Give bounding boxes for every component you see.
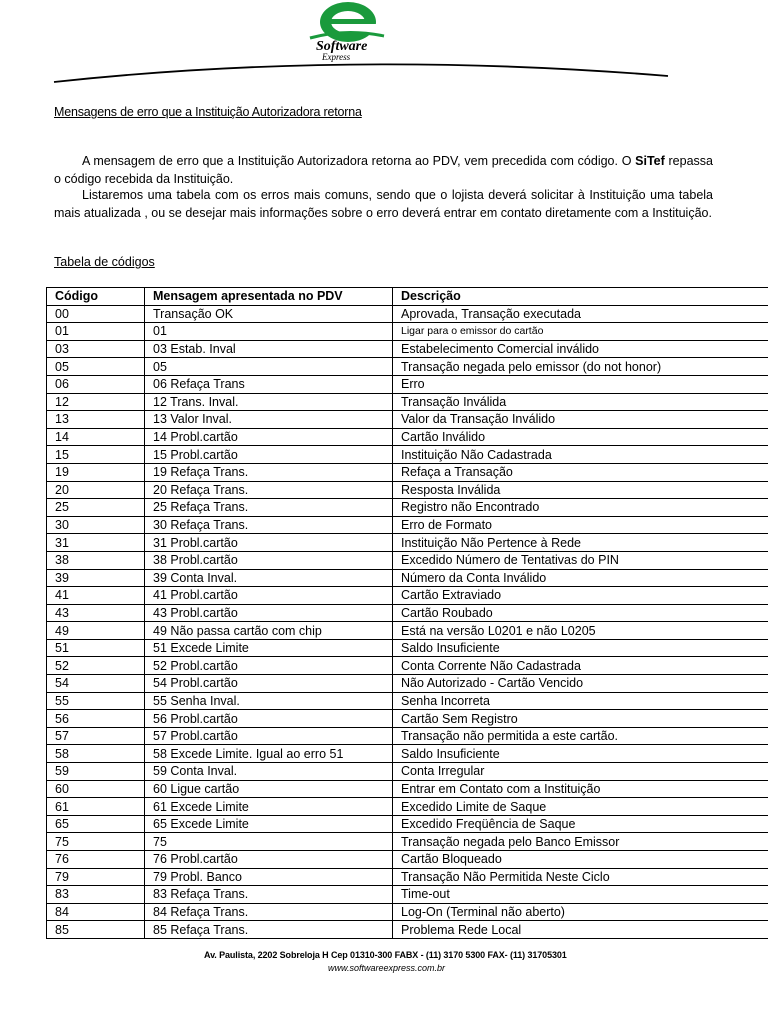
cell-descricao: Problema Rede Local: [393, 921, 768, 939]
cell-codigo: 65: [47, 815, 145, 833]
table-row: [47, 886, 768, 904]
table-row: [47, 305, 768, 323]
table-row: [47, 763, 768, 781]
table-row: [47, 499, 768, 517]
cell-codigo: 01: [47, 323, 145, 341]
error-codes-table: [46, 287, 768, 939]
cell-codigo: 30: [47, 516, 145, 534]
cell-mensagem: 06 Refaça Trans: [145, 375, 393, 393]
cell-mensagem: 84 Refaça Trans.: [145, 903, 393, 921]
cell-mensagem: 51 Excede Limite: [145, 639, 393, 657]
cell-descricao: Transação negada pelo Banco Emissor: [393, 833, 768, 851]
cell-mensagem: 20 Refaça Trans.: [145, 481, 393, 499]
cell-descricao: Saldo Insuficiente: [393, 639, 768, 657]
cell-mensagem: 79 Probl. Banco: [145, 868, 393, 886]
table-row: [47, 657, 768, 675]
cell-codigo: 12: [47, 393, 145, 411]
cell-codigo: 13: [47, 411, 145, 429]
cell-mensagem: 05: [145, 358, 393, 376]
cell-mensagem: 30 Refaça Trans.: [145, 516, 393, 534]
table-row: [47, 393, 768, 411]
cell-codigo: 49: [47, 622, 145, 640]
cell-descricao: Refaça a Transação: [393, 463, 768, 481]
cell-codigo: 20: [47, 481, 145, 499]
cell-codigo: 55: [47, 692, 145, 710]
cell-mensagem: 54 Probl.cartão: [145, 675, 393, 693]
cell-codigo: 54: [47, 675, 145, 693]
cell-codigo: 15: [47, 446, 145, 464]
table-row: [47, 815, 768, 833]
table-row: [47, 692, 768, 710]
table-row: [47, 481, 768, 499]
cell-mensagem: 61 Excede Limite: [145, 798, 393, 816]
logo-subtitle: Express: [322, 52, 351, 62]
cell-codigo: 51: [47, 639, 145, 657]
cell-mensagem: 49 Não passa cartão com chip: [145, 622, 393, 640]
cell-mensagem: 58 Excede Limite. Igual ao erro 51: [145, 745, 393, 763]
table-header-row: [47, 288, 768, 306]
table-row: [47, 551, 768, 569]
table-row: [47, 604, 768, 622]
cell-descricao: Cartão Bloqueado: [393, 851, 768, 869]
document-title: Mensagens de erro que a Instituição Autorizadora retorna: [54, 105, 362, 119]
cell-mensagem: 12 Trans. Inval.: [145, 393, 393, 411]
table-row: [47, 411, 768, 429]
table-row: [47, 903, 768, 921]
cell-descricao: Erro: [393, 375, 768, 393]
table-row: [47, 745, 768, 763]
logo-wordmark: Software: [316, 39, 368, 54]
cell-codigo: 84: [47, 903, 145, 921]
cell-codigo: 25: [47, 499, 145, 517]
table-row: [47, 727, 768, 745]
cell-descricao: Resposta Inválida: [393, 481, 768, 499]
table-row: [47, 868, 768, 886]
cell-codigo: 76: [47, 851, 145, 869]
table-row: [47, 587, 768, 605]
cell-codigo: 75: [47, 833, 145, 851]
cell-descricao: Ligar para o emissor do cartão: [393, 323, 768, 341]
cell-mensagem: 19 Refaça Trans.: [145, 463, 393, 481]
cell-codigo: 58: [47, 745, 145, 763]
cell-descricao: Excedido Número de Tentativas do PIN: [393, 551, 768, 569]
table-row: [47, 639, 768, 657]
cell-mensagem: 14 Probl.cartão: [145, 428, 393, 446]
table-title: Tabela de códigos: [54, 255, 155, 269]
cell-codigo: 85: [47, 921, 145, 939]
intro-text-end: repassa o código recebida da Instituição.: [54, 154, 713, 186]
cell-descricao: Estabelecimento Comercial inválido: [393, 340, 768, 358]
table-body: [47, 305, 768, 938]
cell-descricao: Cartão Extraviado: [393, 587, 768, 605]
cell-mensagem: 41 Probl.cartão: [145, 587, 393, 605]
cell-codigo: 06: [47, 375, 145, 393]
cell-mensagem: 55 Senha Inval.: [145, 692, 393, 710]
cell-descricao: Cartão Roubado: [393, 604, 768, 622]
instructions-text: Listaremos uma tabela com os erros mais comuns, sendo que o lojista deverá solicitar à Instituição uma tabela mais atualizada , ou se desejar mais informações sobre o erro deverá entrar em contato diretamente com a Instituição.: [54, 188, 713, 220]
cell-mensagem: 03 Estab. Inval: [145, 340, 393, 358]
table-row: [47, 921, 768, 939]
header-descricao: Descrição: [393, 288, 768, 306]
cell-descricao: Transação não permitida a este cartão.: [393, 727, 768, 745]
cell-mensagem: 38 Probl.cartão: [145, 551, 393, 569]
table-row: [47, 833, 768, 851]
cell-descricao: Valor da Transação Inválido: [393, 411, 768, 429]
cell-descricao: Conta Irregular: [393, 763, 768, 781]
cell-descricao: Número da Conta Inválido: [393, 569, 768, 587]
cell-descricao: Time-out: [393, 886, 768, 904]
cell-descricao: Log-On (Terminal não aberto): [393, 903, 768, 921]
table-row: [47, 851, 768, 869]
footer-address: Av. Paulista, 2202 Sobreloja H Cep 01310-300 FABX - (11) 3170 5300 FAX- (11) 31705301: [204, 950, 567, 960]
cell-descricao: Transação Não Permitida Neste Ciclo: [393, 868, 768, 886]
cell-descricao: Entrar em Contato com a Instituição: [393, 780, 768, 798]
cell-codigo: 83: [47, 886, 145, 904]
cell-codigo: 60: [47, 780, 145, 798]
table-row: [47, 710, 768, 728]
table-row: [47, 534, 768, 552]
cell-descricao: Registro não Encontrado: [393, 499, 768, 517]
table-row: [47, 780, 768, 798]
cell-codigo: 41: [47, 587, 145, 605]
table-row: [47, 622, 768, 640]
cell-codigo: 19: [47, 463, 145, 481]
sitef-brand: SiTef: [635, 154, 665, 168]
cell-mensagem: 01: [145, 323, 393, 341]
cell-descricao: Instituição Não Pertence à Rede: [393, 534, 768, 552]
cell-codigo: 52: [47, 657, 145, 675]
cell-descricao: Erro de Formato: [393, 516, 768, 534]
cell-mensagem: 31 Probl.cartão: [145, 534, 393, 552]
cell-mensagem: 76 Probl.cartão: [145, 851, 393, 869]
cell-mensagem: 83 Refaça Trans.: [145, 886, 393, 904]
cell-codigo: 79: [47, 868, 145, 886]
cell-mensagem: 52 Probl.cartão: [145, 657, 393, 675]
cell-codigo: 03: [47, 340, 145, 358]
cell-descricao: Transação Inválida: [393, 393, 768, 411]
cell-descricao: Senha Incorreta: [393, 692, 768, 710]
cell-mensagem: 39 Conta Inval.: [145, 569, 393, 587]
cell-codigo: 57: [47, 727, 145, 745]
instructions-paragraph: [54, 187, 713, 222]
cell-descricao: Está na versão L0201 e não L0205: [393, 622, 768, 640]
table-row: [47, 798, 768, 816]
table-row: [47, 675, 768, 693]
cell-mensagem: 13 Valor Inval.: [145, 411, 393, 429]
table-row: [47, 323, 768, 341]
cell-mensagem: 75: [145, 833, 393, 851]
cell-codigo: 43: [47, 604, 145, 622]
header-codigo: Código: [47, 288, 145, 306]
cell-mensagem: 15 Probl.cartão: [145, 446, 393, 464]
table-row: [47, 428, 768, 446]
table-row: [47, 516, 768, 534]
cell-descricao: Excedido Limite de Saque: [393, 798, 768, 816]
cell-mensagem: 85 Refaça Trans.: [145, 921, 393, 939]
cell-codigo: 31: [47, 534, 145, 552]
cell-descricao: Cartão Inválido: [393, 428, 768, 446]
table-row: [47, 375, 768, 393]
cell-descricao: Instituição Não Cadastrada: [393, 446, 768, 464]
cell-descricao: Cartão Sem Registro: [393, 710, 768, 728]
cell-mensagem: 59 Conta Inval.: [145, 763, 393, 781]
table-row: [47, 358, 768, 376]
intro-text-start: A mensagem de erro que a Instituição Autorizadora retorna ao PDV, vem precedida com código. O: [82, 154, 636, 168]
header-divider-line: [50, 62, 672, 92]
intro-paragraph: [54, 153, 713, 188]
cell-descricao: Não Autorizado - Cartão Vencido: [393, 675, 768, 693]
cell-descricao: Saldo Insuficiente: [393, 745, 768, 763]
cell-descricao: Conta Corrente Não Cadastrada: [393, 657, 768, 675]
cell-codigo: 56: [47, 710, 145, 728]
cell-mensagem: 65 Excede Limite: [145, 815, 393, 833]
cell-mensagem: 60 Ligue cartão: [145, 780, 393, 798]
cell-codigo: 39: [47, 569, 145, 587]
cell-mensagem: 57 Probl.cartão: [145, 727, 393, 745]
table-row: [47, 463, 768, 481]
cell-codigo: 59: [47, 763, 145, 781]
cell-mensagem: Transação OK: [145, 305, 393, 323]
cell-mensagem: 25 Refaça Trans.: [145, 499, 393, 517]
cell-mensagem: 43 Probl.cartão: [145, 604, 393, 622]
cell-codigo: 61: [47, 798, 145, 816]
cell-descricao: Aprovada, Transação executada: [393, 305, 768, 323]
cell-codigo: 00: [47, 305, 145, 323]
table-row: [47, 569, 768, 587]
table-row: [47, 340, 768, 358]
footer-website: www.softwareexpress.com.br: [328, 963, 446, 973]
header-mensagem: Mensagem apresentada no PDV: [145, 288, 393, 306]
cell-codigo: 38: [47, 551, 145, 569]
cell-codigo: 14: [47, 428, 145, 446]
cell-mensagem: 56 Probl.cartão: [145, 710, 393, 728]
table-row: [47, 446, 768, 464]
cell-descricao: Transação negada pelo emissor (do not honor): [393, 358, 768, 376]
cell-codigo: 05: [47, 358, 145, 376]
cell-descricao: Excedido Freqüência de Saque: [393, 815, 768, 833]
